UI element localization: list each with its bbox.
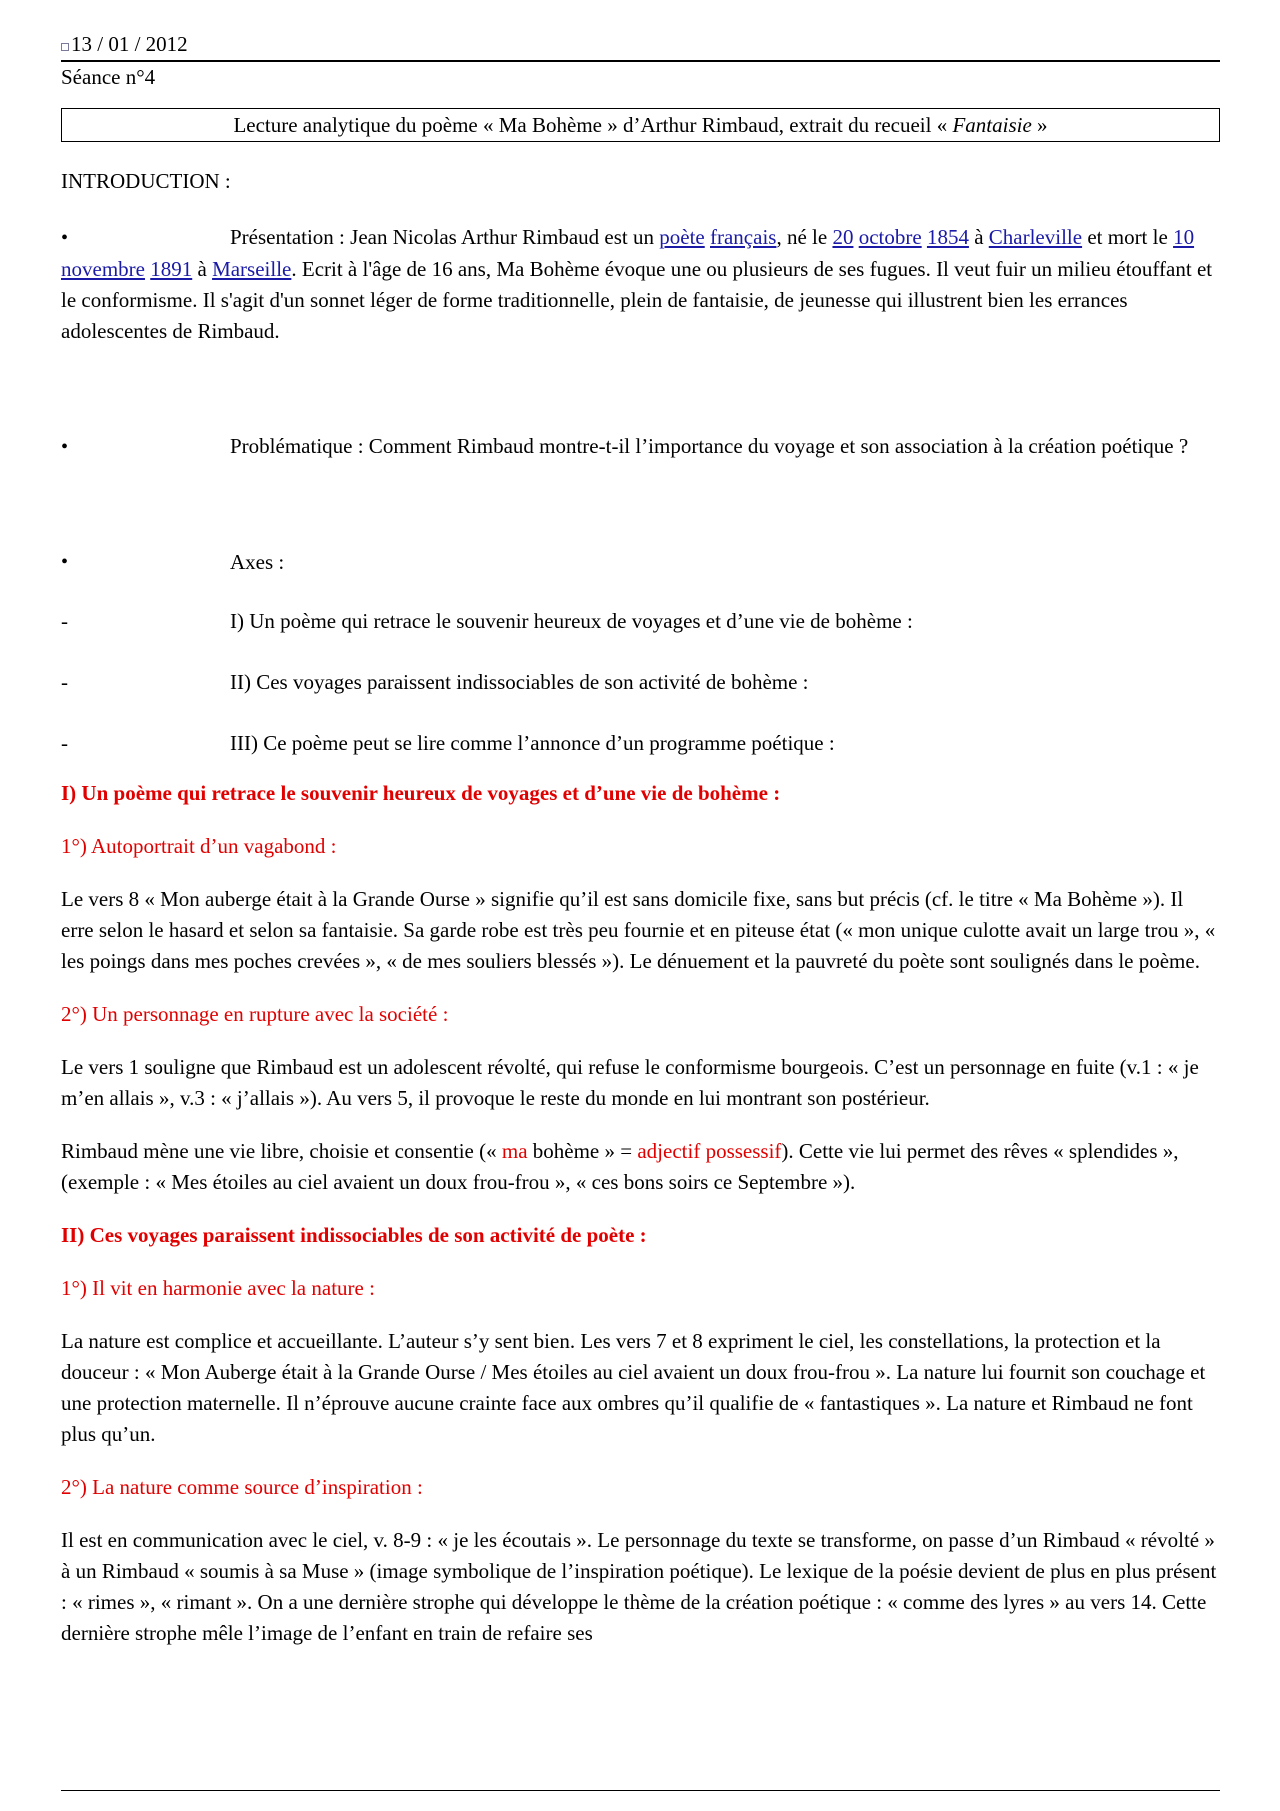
dash-marker: - [61, 609, 68, 633]
subsection-heading: 1°) Il vit en harmonie avec la nature : [61, 1276, 375, 1300]
seance-label: Séance n°4 [61, 65, 156, 89]
paragraph: Le vers 1 souligne que Rimbaud est un adolescent révolté, qui refuse le conformisme bourgeois. C’est un personnage en fuite (v.1 : « je m’en allais », v.3 : « j’allais »). Au vers 5, il provoque le reste du monde en lui montrant son postérieur. [61, 1055, 1199, 1110]
link-1854[interactable]: 1854 [926, 225, 969, 249]
link-octobre[interactable]: octobre [858, 225, 922, 249]
section-heading: II) Ces voyages paraissent indissociables de son activité de poète : [61, 1223, 647, 1247]
subsection-heading: 1°) Autoportrait d’un vagabond : [61, 834, 337, 858]
link-10[interactable]: 10 [1173, 225, 1195, 249]
link-20[interactable]: 20 [832, 225, 854, 249]
text-run: , né le [776, 225, 833, 249]
highlight-text: adjectif possessif [637, 1139, 782, 1163]
paragraph: La nature est complice et accueillante. L’auteur s’y sent bien. Les vers 7 et 8 expriment le ciel, les constellations, la protection et la douceur : « Mon Auberge était à la Grande Ourse / Mes étoiles au ciel avaient un doux frou-frou ». La nature lui fournit son couchage et une protection maternelle. Il n’éprouve aucune crainte face aux ombres qu’il qualifie de « fantastiques ». La nature et Rimbaud ne font plus qu’un. [61, 1329, 1206, 1446]
bullet-icon: • [61, 436, 69, 458]
axe-item [61, 728, 1220, 759]
problematique-text: Problématique : Comment Rimbaud montre-t-il l’importance du voyage et son association à la création poétique ? [230, 434, 1189, 458]
date-line [61, 30, 1220, 58]
link-novembre[interactable]: novembre [61, 257, 145, 281]
text-run: à [968, 225, 989, 249]
intro-heading: INTRODUCTION : [61, 169, 231, 193]
document-page [61, 30, 1220, 1649]
link-charleville[interactable]: Charleville [988, 225, 1083, 249]
axe-text: I) Un poème qui retrace le souvenir heureux de voyages et d’une vie de bohème : [230, 609, 913, 633]
presentation-paragraph [61, 222, 1220, 347]
paragraph [61, 1136, 1220, 1198]
text-run: bohème » = [527, 1139, 638, 1163]
footer-rule [61, 1790, 1220, 1791]
axe-item [61, 606, 1220, 637]
title-suffix: » [1031, 113, 1048, 137]
highlight-text: ma [501, 1139, 528, 1163]
axe-item [61, 667, 1220, 698]
link-poete[interactable]: poète [659, 225, 705, 249]
dash-marker: - [61, 670, 68, 694]
problematique-paragraph [61, 431, 1220, 463]
paragraph: Le vers 8 « Mon auberge était à la Grande Ourse » signifie qu’il est sans domicile fixe, sans but précis (cf. le titre « Ma Bohème »). Il erre selon le hasard et selon sa fantaisie. Sa garde robe est très peu fournie et en piteuse état (« mon unique culotte avait un large trou », « les poings dans mes poches crevées », « de mes souliers blessés »). Le dénuement et la pauvreté du poète sont soulignés dans le poème. [61, 887, 1216, 973]
date-text: 13 / 01 / 2012 [71, 32, 188, 56]
text-run: ). Cette vie lui permet des rêves « splendides », (exemple : « Mes étoiles au ciel avaient un doux frou-frou », « ces bons soirs ce Septembre »). [61, 1139, 1179, 1194]
bullet-icon: • [61, 551, 69, 573]
title-text: Lecture analytique du poème « Ma Bohème » d’Arthur Rimbaud, extrait du recueil « [233, 113, 953, 137]
axes-label: Axes : [230, 550, 285, 574]
paragraph: Il est en communication avec le ciel, v. 8-9 : « je les écoutais ». Le personnage du texte se transforme, on passe d’un Rimbaud « révolté » à un Rimbaud « soumis à sa Muse » (image symbolique de l’inspiration poétique). Le lexique de la poésie devient de plus en plus présent : « rimes », « rimant ». On a une dernière strophe qui développe le thème de la création poétique : « comme des lyres » au vers 14. Cette dernière strophe mêle l’image de l’enfant en train de refaire ses [61, 1528, 1217, 1645]
anchor-icon[interactable] [61, 43, 69, 51]
link-1891[interactable]: 1891 [150, 257, 193, 281]
title-box [61, 108, 1220, 142]
text-run: Présentation : Jean Nicolas Arthur Rimbaud est un [230, 225, 660, 249]
text-run: . Ecrit à l'âge de 16 ans, Ma Bohème évoque une ou plusieurs de ses fugues. Il veut fuir un milieu étouffant et le conformisme. Il s'agit d'un sonnet léger de forme traditionnelle, plein de fantaisie, de jeunesse qui illustrent bien les errances adolescentes de Rimbaud. [61, 257, 1213, 343]
title-italic: Fantaisie [952, 113, 1032, 137]
section-heading: I) Un poème qui retrace le souvenir heureux de voyages et d’une vie de bohème : [61, 781, 781, 805]
axes-row [61, 547, 1220, 578]
link-francais[interactable]: français [710, 225, 777, 249]
axe-text: III) Ce poème peut se lire comme l’annonce d’un programme poétique : [230, 731, 835, 755]
bullet-icon: • [61, 227, 69, 249]
axe-text: II) Ces voyages paraissent indissociables de son activité de bohème : [230, 670, 809, 694]
text-run: à [192, 257, 213, 281]
dash-marker: - [61, 731, 68, 755]
text-run: et mort le [1082, 225, 1174, 249]
link-marseille[interactable]: Marseille [212, 257, 292, 281]
subsection-heading: 2°) La nature comme source d’inspiration : [61, 1475, 423, 1499]
subsection-heading: 2°) Un personnage en rupture avec la société : [61, 1002, 449, 1026]
text-run: Rimbaud mène une vie libre, choisie et consentie (« [61, 1139, 502, 1163]
